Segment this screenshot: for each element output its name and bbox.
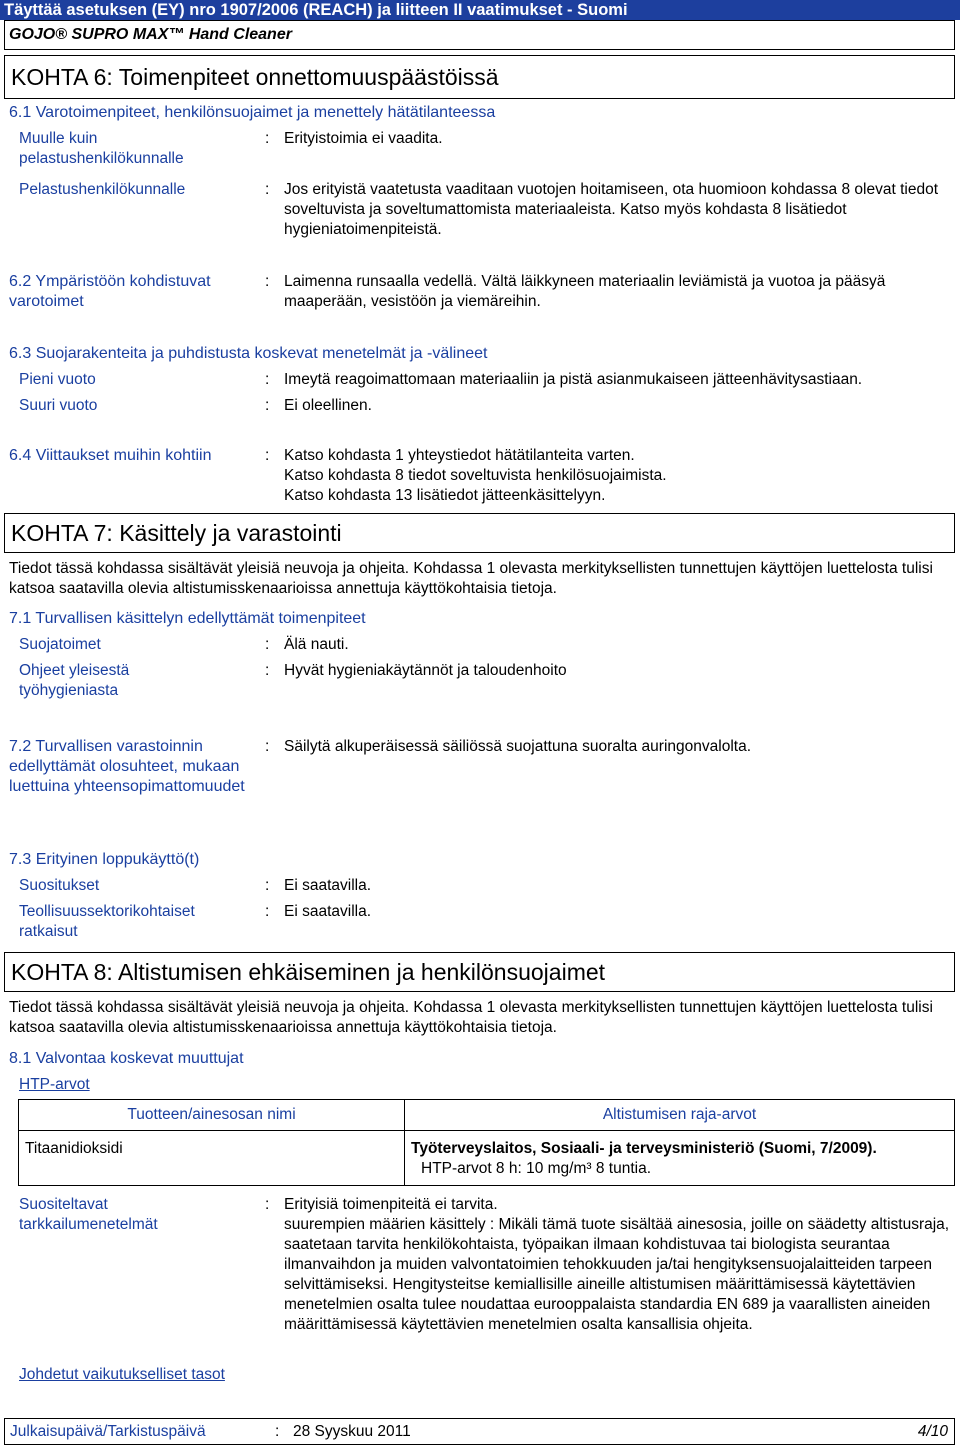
- subsection-6-2-value: Laimenna runsaalla vedellä. Vältä läikkyneen materiaalin leviämistä ja vuotoa ja pääsyä maaperään, vesistöön ja viemäreihin.: [284, 273, 886, 310]
- protective-measures-label: Suojatoimet: [19, 636, 101, 653]
- industrial-solutions-label: Teollisuussektorikohtaiset ratkaisut: [19, 903, 195, 940]
- section-7-intro: Tiedot tässä kohdassa sisältävät yleisiä neuvoja ja ohjeita. Kohdassa 1 olevasta merkityksellisten tunnettujen käyttöjen luettelosta tulisi katsoa saatavilla olevia altistumisskenaarioissa annettuja käyttökohtaisia tietoja.: [9, 560, 933, 597]
- colon: :: [265, 1196, 270, 1213]
- hygiene-value: Hyvät hygieniakäytännöt ja taloudenhoito: [284, 662, 567, 679]
- section-7-title: KOHTA 7: Käsittely ja varastointi: [4, 513, 955, 553]
- limit-source: Työterveyslaitos, Sosiaali- ja terveysministeriö (Suomi, 7/2009).: [411, 1140, 877, 1157]
- colon: :: [265, 181, 270, 198]
- substance-name: Titaanidioksidi: [19, 1131, 405, 1186]
- colon: :: [265, 636, 270, 653]
- table-row: [19, 1131, 955, 1186]
- subsection-6-4-values: [284, 446, 954, 506]
- colon: :: [265, 130, 270, 147]
- monitoring-line: suurempien määrien käsittely : Mikäli tämä tuote sisältää ainesosia, joille on säädetty altistusraja, saatetaan tarvita henkilökohtaista, työpaikan ilmaan kohdistuvaa tai biologista seurantaa ilmanvaihdon ja muiden valvontatoimien tehokkuuden ja/tai hengityksensuojalaitteiden tarpeen selvittämiseksi. Hengitysteitse kemiallisille aineille altistumisen määrittämisessä käytettävien menetelmien osalta tulee noudattaa eurooppalaista standardia EN 689 ja vaarallisten aineiden määrittämisessä käytettävien menetelmien osalta kansallisia ohjeita.: [284, 1216, 950, 1333]
- reference-line: Katso kohdasta 1 yhteystiedot hätätilanteita varten.: [284, 447, 635, 464]
- reference-line: Katso kohdasta 8 tiedot soveltuvista henkilösuojaimista.: [284, 467, 667, 484]
- column-header: Altistumisen raja-arvot: [405, 1100, 955, 1131]
- colon: :: [265, 371, 270, 388]
- limit-value: HTP-arvot 8 h: 10 mg/m³ 8 tuntia.: [421, 1160, 652, 1177]
- table-header-row: [19, 1100, 955, 1131]
- subsection-6-2-label: 6.2 Ympäristöön kohdistuvat varotoimet: [9, 273, 211, 310]
- product-name: GOJO® SUPRO MAX™ Hand Cleaner: [4, 20, 955, 50]
- industrial-solutions-value: Ei saatavilla.: [284, 903, 372, 920]
- non-rescue-value: Erityistoimia ei vaadita.: [284, 130, 443, 147]
- recommendations-value: Ei saatavilla.: [284, 877, 372, 894]
- small-spill-value: Imeytä reagoimattomaan materiaaliin ja pistä asianmukaiseen jätteenhävitysastiaan.: [284, 371, 863, 388]
- large-spill-label: Suuri vuoto: [19, 397, 98, 414]
- subsection-8-1-title: 8.1 Valvontaa koskevat muuttujat: [9, 1050, 244, 1067]
- page-footer: [4, 1418, 955, 1445]
- colon: :: [265, 447, 270, 464]
- monitoring-methods-value: [284, 1195, 954, 1335]
- protective-measures-value: Älä nauti.: [284, 636, 349, 653]
- colon: :: [265, 662, 270, 679]
- colon: :: [265, 397, 270, 414]
- recommendations-label: Suositukset: [19, 877, 100, 894]
- page-number: 4/10: [917, 1423, 948, 1440]
- exposure-limits-table: [18, 1099, 955, 1186]
- rescue-value: Jos erityistä vaatetusta vaaditaan vuotojen hoitamiseen, ota huomioon kohdassa 8 olevat tiedot soveltuvista ja soveltumattomista materiaaleista. Katso myös kohdasta 8 lisätiedot hygieniatoimenpiteistä.: [284, 181, 938, 238]
- rescue-label: Pelastushenkilökunnalle: [19, 181, 186, 198]
- subsection-7-2-value: Säilytä alkuperäisessä säiliössä suojattuna suoralta auringonvalolta.: [284, 738, 751, 755]
- subsection-6-1-title: 6.1 Varotoimenpiteet, henkilönsuojaimet ja menettely hätätilanteessa: [9, 104, 496, 121]
- colon: :: [265, 738, 270, 755]
- exposure-limit-cell: [405, 1131, 955, 1186]
- section-8-intro: Tiedot tässä kohdassa sisältävät yleisiä neuvoja ja ohjeita. Kohdassa 1 olevasta merkityksellisten tunnettujen käyttöjen luettelosta tulisi katsoa saatavilla olevia altistumisskenaarioissa annettuja käyttökohtaisia tietoja.: [9, 999, 933, 1036]
- htp-heading: HTP-arvot: [19, 1076, 90, 1093]
- column-header: Tuotteen/ainesosan nimi: [19, 1100, 405, 1131]
- dnel-heading: Johdetut vaikutukselliset tasot: [19, 1366, 225, 1383]
- date-value: 28 Syyskuu 2011: [293, 1423, 411, 1440]
- monitoring-line: Erityisiä toimenpiteitä ei tarvita.: [284, 1196, 498, 1213]
- subsection-7-3-title: 7.3 Erityinen loppukäyttö(t): [9, 851, 200, 868]
- monitoring-methods-label: Suositeltavat tarkkailumenetelmät: [19, 1196, 158, 1233]
- subsection-6-3-title: 6.3 Suojarakenteita ja puhdistusta koskevat menetelmät ja -välineet: [9, 345, 488, 362]
- colon: :: [265, 273, 270, 290]
- colon: :: [265, 877, 270, 894]
- subsection-7-1-title: 7.1 Turvallisen käsittelyn edellyttämät toimenpiteet: [9, 610, 366, 627]
- hygiene-label: Ohjeet yleisestä työhygieniasta: [19, 662, 130, 699]
- date-label: Julkaisupäivä/Tarkistuspäivä: [10, 1423, 206, 1440]
- regulation-title-bar: Täyttää asetuksen (EY) nro 1907/2006 (REACH) ja liitteen II vaatimukset - Suomi: [0, 0, 960, 20]
- section-6-title: KOHTA 6: Toimenpiteet onnettomuuspäästöissä: [4, 55, 955, 99]
- colon: :: [265, 903, 270, 920]
- subsection-7-2-label: 7.2 Turvallisen varastoinnin edellyttämät olosuhteet, mukaan luettuina yhteensopimattomuudet: [9, 738, 245, 795]
- large-spill-value: Ei oleellinen.: [284, 397, 372, 414]
- non-rescue-label: Muulle kuin pelastushenkilökunnalle: [19, 130, 184, 167]
- section-8-title: KOHTA 8: Altistumisen ehkäiseminen ja henkilönsuojaimet: [4, 952, 955, 992]
- small-spill-label: Pieni vuoto: [19, 371, 96, 388]
- reference-line: Katso kohdasta 13 lisätiedot jätteenkäsittelyyn.: [284, 487, 606, 504]
- subsection-6-4-label: 6.4 Viittaukset muihin kohtiin: [9, 447, 212, 464]
- colon: :: [275, 1423, 280, 1440]
